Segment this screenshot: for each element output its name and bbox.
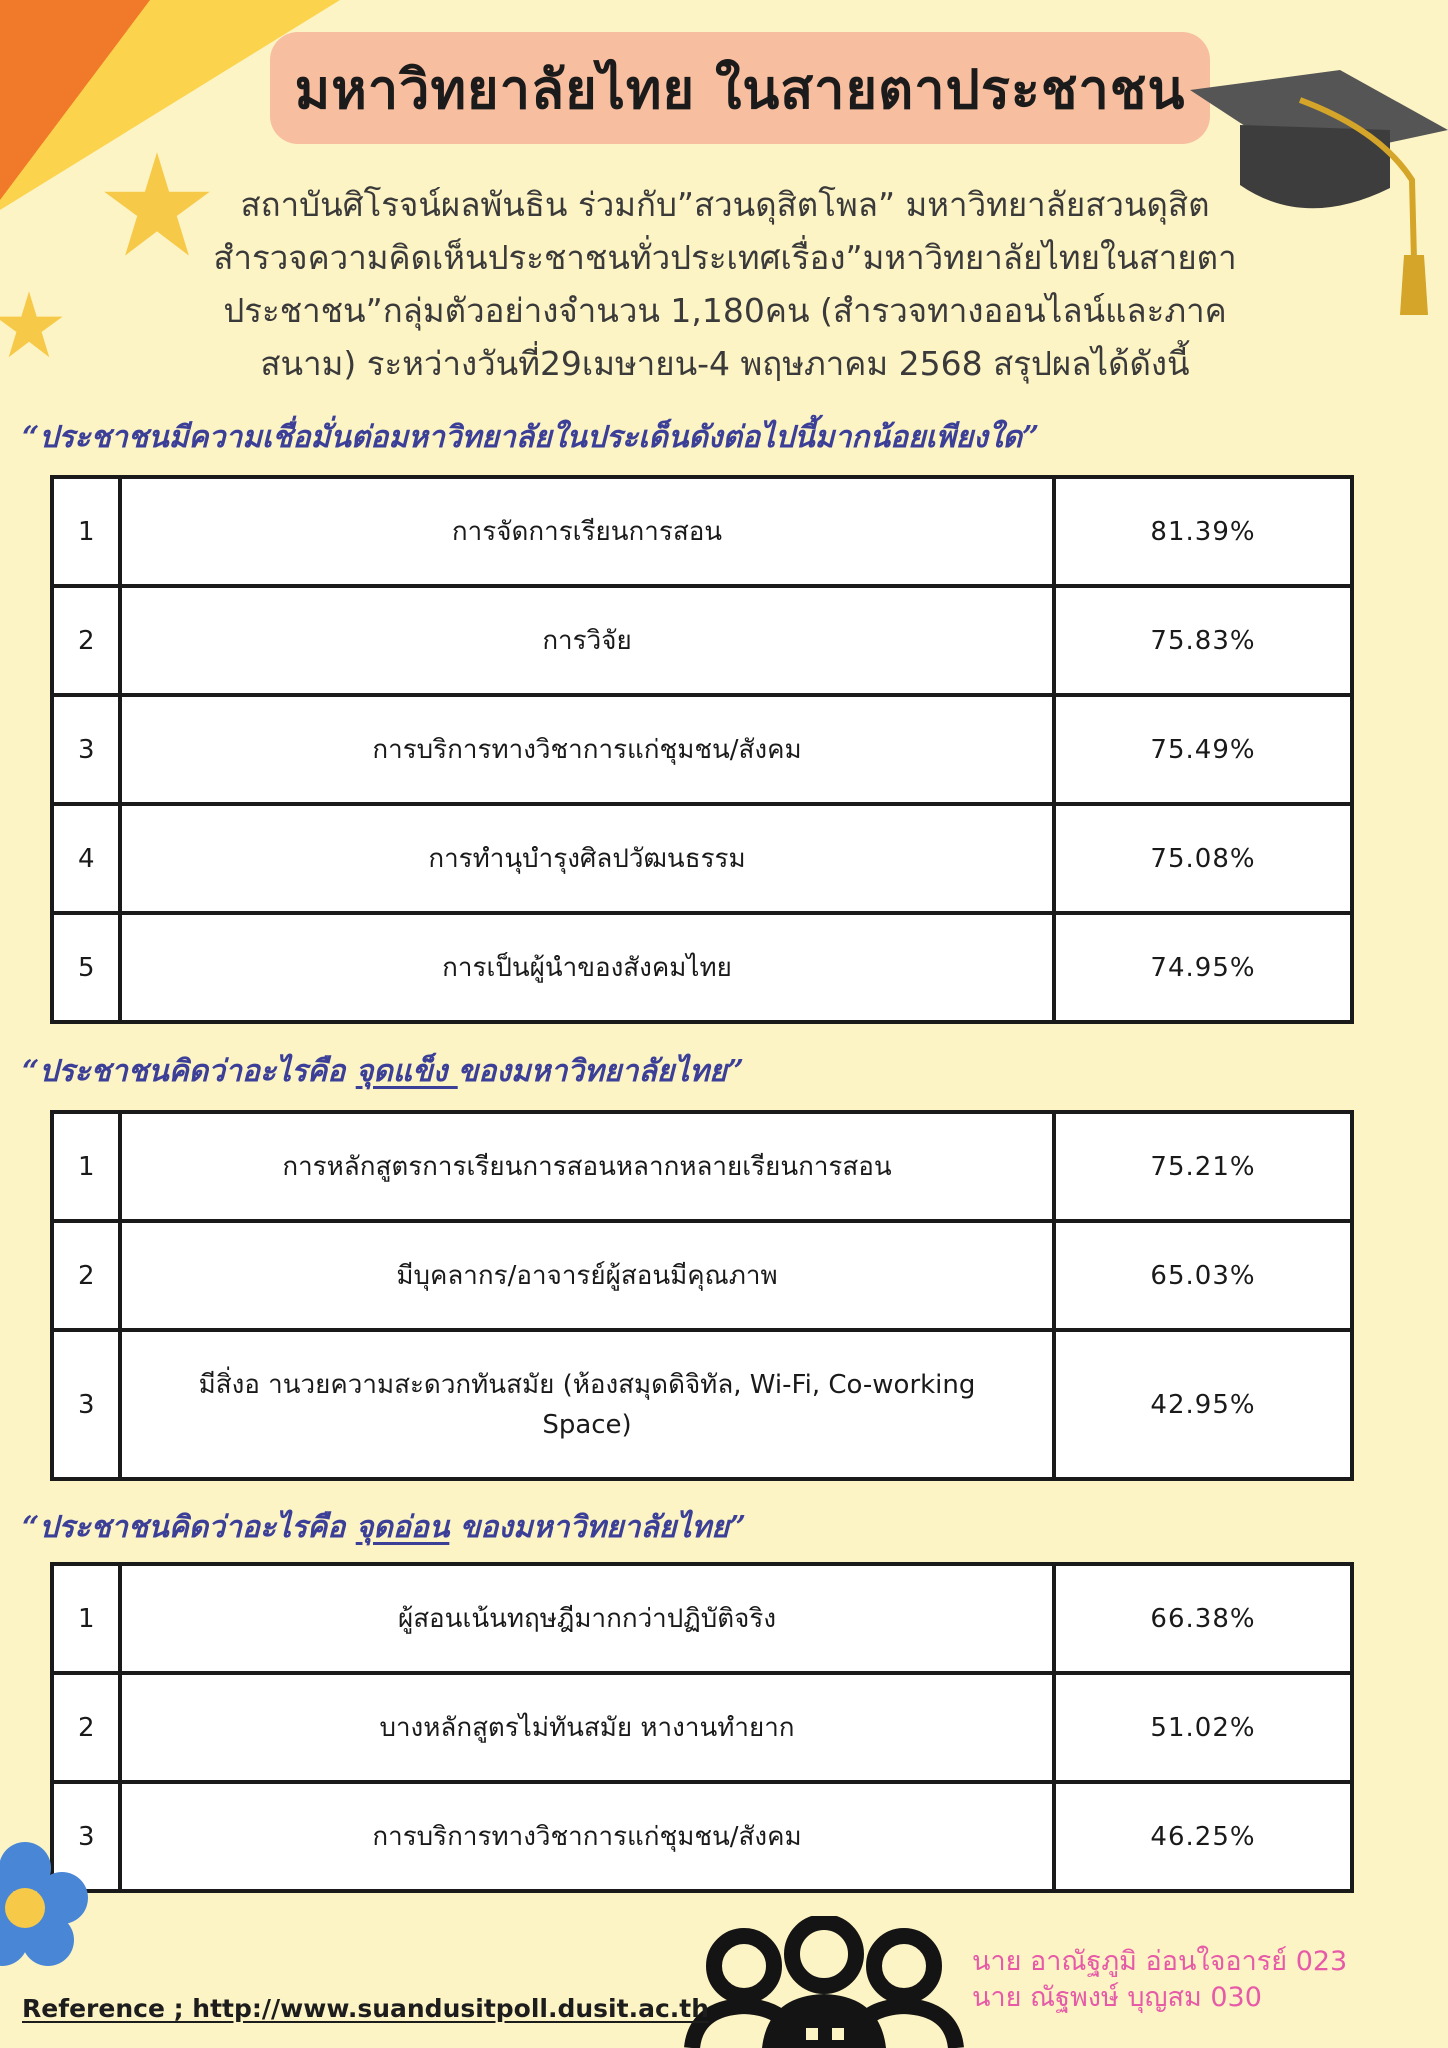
- row-item: การทำนุบำรุงศิลปวัฒนธรรม: [120, 804, 1054, 913]
- row-number: 1: [52, 1564, 120, 1673]
- author-line: นาย ณัฐพงษ์ บุญสม 030: [972, 1982, 1262, 2013]
- heading-text: ของมหาวิทยาลัยไทย”: [457, 1054, 744, 1089]
- row-item: การจัดการเรียนการสอน: [120, 477, 1054, 586]
- row-item: ผู้สอนเน้นทฤษฎีมากกว่าปฏิบัติจริง: [120, 1564, 1054, 1673]
- row-item: การวิจัย: [120, 586, 1054, 695]
- row-percent: 66.38%: [1054, 1564, 1352, 1673]
- intro-line: สำรวจความคิดเห็นประชาชนทั่วประเทศเรื่อง”มหาวิทยาลัยไทยในสายตา: [213, 238, 1237, 277]
- row-percent: 65.03%: [1054, 1221, 1352, 1330]
- row-number: 3: [52, 1782, 120, 1891]
- table-row: [52, 1330, 1352, 1479]
- row-percent: 75.49%: [1054, 695, 1352, 804]
- heading-text: “ประชาชนคิดว่าอะไรคือ: [22, 1510, 356, 1545]
- row-item: มีบุคลากร/อาจารย์ผู้สอนมีคุณภาพ: [120, 1221, 1054, 1330]
- row-number: 1: [52, 477, 120, 586]
- section-heading-strengths: [22, 1048, 744, 1095]
- intro-text: [150, 178, 1300, 390]
- row-percent: 51.02%: [1054, 1673, 1352, 1782]
- confidence-table: [50, 475, 1354, 1024]
- table-row: [52, 1112, 1352, 1221]
- authors: [972, 1944, 1347, 2016]
- row-percent: 75.21%: [1054, 1112, 1352, 1221]
- table-row: [52, 913, 1352, 1022]
- heading-keyword: จุดแข็ง: [355, 1054, 458, 1089]
- row-item: การบริการทางวิชาการแก่ชุมชน/สังคม: [120, 695, 1054, 804]
- table-row: [52, 477, 1352, 586]
- heading-text: ของมหาวิทยาลัยไทย”: [449, 1510, 747, 1545]
- intro-line: สถาบันศิโรจน์ผลพันธิน ร่วมกับ”สวนดุสิตโพล” มหาวิทยาลัยสวนดุสิต: [240, 185, 1210, 224]
- reference-link[interactable]: Reference ; http://www.suandusitpoll.dusit.ac.th: [22, 1994, 710, 2023]
- star-icon: [0, 290, 64, 360]
- section-heading-weaknesses: [22, 1504, 746, 1551]
- row-item: การบริการทางวิชาการแก่ชุมชน/สังคม: [120, 1782, 1054, 1891]
- flower-icon: [0, 1840, 90, 1970]
- row-percent: 81.39%: [1054, 477, 1352, 586]
- row-percent: 46.25%: [1054, 1782, 1352, 1891]
- page-title: มหาวิทยาลัยไทย ในสายตาประชาชน: [294, 58, 1186, 121]
- row-percent: 42.95%: [1054, 1330, 1352, 1479]
- row-percent: 75.08%: [1054, 804, 1352, 913]
- intro-line: ประชาชน”กลุ่มตัวอย่างจำนวน 1,180คน (สำรวจทางออนไลน์และภาค: [223, 291, 1227, 330]
- row-number: 2: [52, 1673, 120, 1782]
- table-row: [52, 804, 1352, 913]
- row-number: 2: [52, 1221, 120, 1330]
- row-number: 1: [52, 1112, 120, 1221]
- row-item: มีสิ่งอ านวยความสะดวกทันสมัย (ห้องสมุดดิจิทัล, Wi-Fi, Co-working Space): [120, 1330, 1054, 1479]
- row-number: 5: [52, 913, 120, 1022]
- row-number: 3: [52, 1330, 120, 1479]
- table-row: [52, 1673, 1352, 1782]
- table-row: [52, 586, 1352, 695]
- author-line: นาย อาณัฐภูมิ อ่อนใจอารย์ 023: [972, 1946, 1348, 1977]
- row-number: 2: [52, 586, 120, 695]
- strengths-table: [50, 1110, 1354, 1481]
- row-number: 3: [52, 695, 120, 804]
- table-row: [52, 1221, 1352, 1330]
- heading-text: “ประชาชนมีความเชื่อมั่นต่อมหาวิทยาลัยในประเด็นดังต่อไปนี้มากน้อยเพียงใด”: [22, 420, 1040, 455]
- row-percent: 74.95%: [1054, 913, 1352, 1022]
- table-row: [52, 1782, 1352, 1891]
- heading-keyword: จุดอ่อน: [355, 1510, 450, 1545]
- table-row: [52, 695, 1352, 804]
- heading-text: “ประชาชนคิดว่าอะไรคือ: [22, 1054, 356, 1089]
- people-group-icon: [684, 1916, 964, 2048]
- weaknesses-table: [50, 1562, 1354, 1893]
- row-number: 4: [52, 804, 120, 913]
- row-percent: 75.83%: [1054, 586, 1352, 695]
- section-heading-confidence: [22, 414, 1039, 461]
- row-item: การหลักสูตรการเรียนการสอนหลากหลายเรียนการสอน: [120, 1112, 1054, 1221]
- intro-line: สนาม) ระหว่างวันที่29เมษายน-4 พฤษภาคม 2568 สรุปผลได้ดังนี้: [260, 344, 1190, 383]
- row-item: บางหลักสูตรไม่ทันสมัย หางานทำยาก: [120, 1673, 1054, 1782]
- row-item: การเป็นผู้นำของสังคมไทย: [120, 913, 1054, 1022]
- table-row: [52, 1564, 1352, 1673]
